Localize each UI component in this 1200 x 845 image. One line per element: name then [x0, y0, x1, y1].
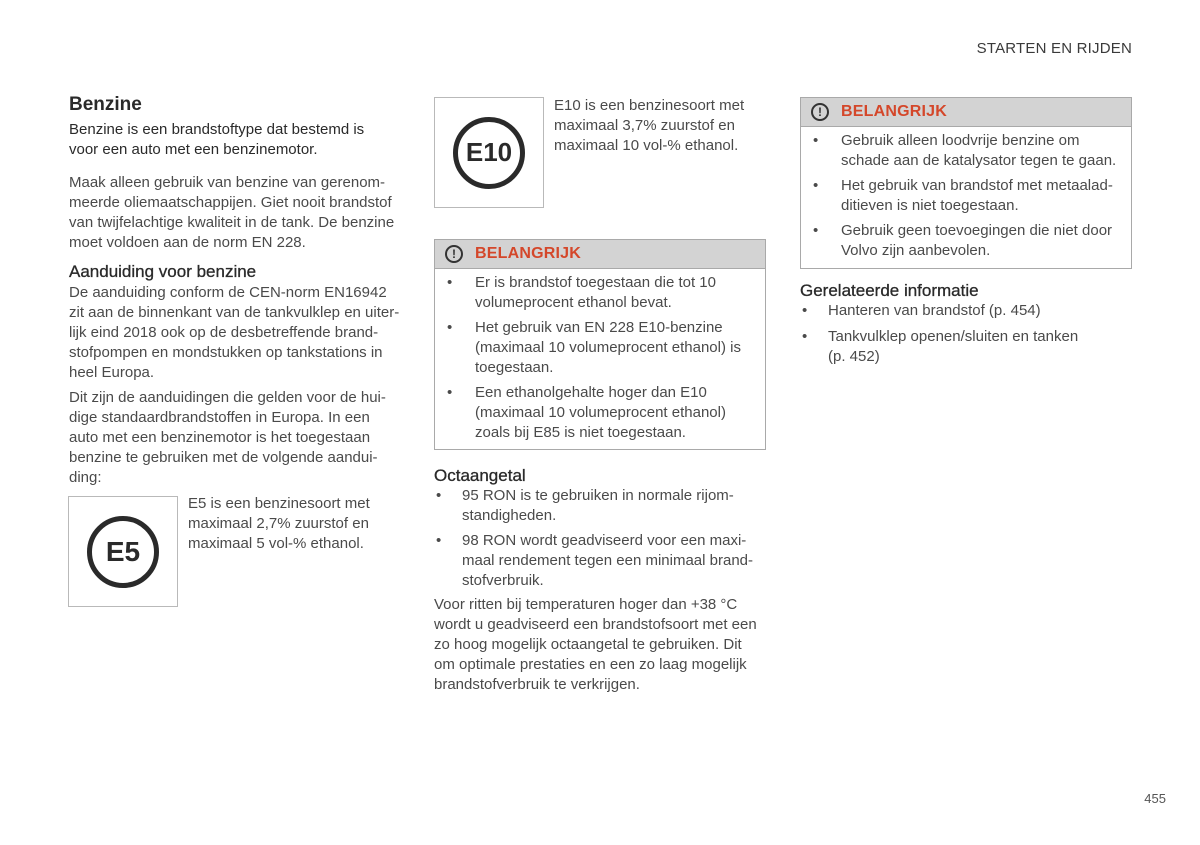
- list-item: • Het gebruik van brandstof met metaalad- ditieven is niet toegestaan.: [801, 176, 1131, 216]
- important-box-ethanol: [434, 239, 766, 450]
- related-links-list: [800, 301, 1130, 367]
- list-item: • 95 RON is te gebruiken in normale rijom- standigheden.: [434, 486, 764, 526]
- quality-paragraph: Maak alleen gebruik van benzine van gerenom- meerde oliemaatschappijen. Giet nooit brandstof van twijfelachtige kwaliteit in de tank. De benzine moet voldoen aan de norm EN 228.: [69, 174, 395, 251]
- list-item: • Er is brandstof toegestaan die tot 10 volumeprocent ethanol bevat.: [435, 273, 765, 313]
- warning-icon: !: [445, 245, 463, 263]
- important-list: [435, 269, 765, 443]
- intro-text: Benzine is een brandstoftype dat bestemd is voor een auto met een benzinemotor.: [69, 121, 365, 158]
- e5-description: E5 is een benzinesoort met maximaal 2,7% zuurstof en maximaal 5 vol-% ethanol.: [188, 495, 370, 552]
- e5-fuel-icon: E5: [87, 516, 159, 588]
- page-title: Benzine: [69, 94, 142, 115]
- related-link-fuel-handling[interactable]: • Hanteren van brandstof (p. 454): [800, 301, 1130, 321]
- fuels-paragraph: Dit zijn de aanduidingen die gelden voor de hui- dige standaardbrandstoffen in Europa. In een auto met een benzinemotor is het toegestaan benzine te gebruiken met de volgende aandui- ding:: [69, 389, 386, 486]
- warning-icon: !: [811, 103, 829, 121]
- important-box-header: [801, 98, 1131, 127]
- section-heading-designation: Aanduiding voor benzine: [69, 262, 257, 281]
- important-box-header: [435, 240, 765, 269]
- section-header: STARTEN EN RIJDEN: [976, 40, 1132, 57]
- e10-label-box: [434, 97, 544, 208]
- list-item: • Een ethanolgehalte hoger dan E10 (maximaal 10 volumeprocent ethanol) zoals bij E85 is niet toegestaan.: [435, 383, 765, 443]
- octane-paragraph: Voor ritten bij temperaturen hoger dan +38 °C wordt u geadviseerd een brandstofsoort met een zo hoog mogelijk octaangetal te gebruiken. Dit om optimale prestaties en een zo laag mogelijk brandstofverbruik te verkrijgen.: [434, 596, 757, 693]
- octane-list: [434, 486, 764, 591]
- list-item: • Het gebruik van EN 228 E10-benzine (maximaal 10 volumeprocent ethanol) is toegestaan.: [435, 318, 765, 378]
- related-link-fuel-filler[interactable]: • Tankvulklep openen/sluiten en tanken (p. 452): [800, 327, 1130, 367]
- section-heading-octane: Octaangetal: [434, 466, 526, 485]
- list-item: • Gebruik alleen loodvrije benzine om schade aan de katalysator tegen te gaan.: [801, 131, 1131, 171]
- important-box-fuel: [800, 97, 1132, 269]
- designation-paragraph: De aanduiding conform de CEN-norm EN16942 zit aan de binnenkant van de tankvulklep en uiter- lijk eind 2018 ook op de desbetreffende brand- stofpompen en mondstukken op tankstations in heel Europa.: [69, 284, 400, 381]
- e10-fuel-icon: E10: [453, 117, 525, 189]
- page-number: 455: [1144, 791, 1166, 806]
- important-title: BELANGRIJK: [475, 245, 582, 262]
- section-heading-related: Gerelateerde informatie: [800, 281, 979, 300]
- important-title: BELANGRIJK: [841, 103, 948, 120]
- e10-description: E10 is een benzinesoort met maximaal 3,7% zuurstof en maximaal 10 vol-% ethanol.: [554, 97, 745, 154]
- list-item: • Gebruik geen toevoegingen die niet door Volvo zijn aanbevolen.: [801, 221, 1131, 261]
- e5-label-box: [68, 496, 178, 607]
- important-list: [801, 127, 1131, 261]
- list-item: • 98 RON wordt geadviseerd voor een maxi- maal rendement tegen een minimaal brand- stofverbruik.: [434, 531, 764, 591]
